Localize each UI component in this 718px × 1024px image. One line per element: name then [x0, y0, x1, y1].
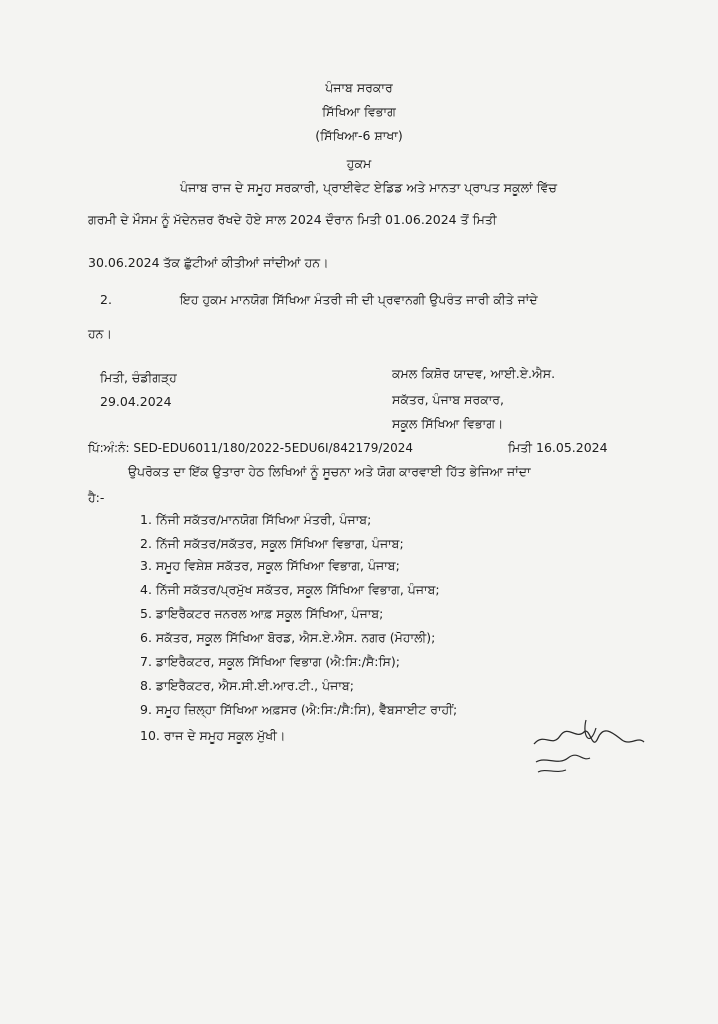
signatory-designation: ਸਕੱਤਰ, ਪੰਜਾਬ ਸਰਕਾਰ, — [392, 392, 505, 407]
list-item: 1. ਨਿੱਜੀ ਸਕੱਤਰ/ਮਾਨਯੋਗ ਸਿੱਖਿਆ ਮੰਤਰੀ, ਪੰਜਾਬ; — [140, 512, 372, 527]
list-item: 8. ਡਾਇਰੈਕਟਰ, ਐਸ.ਸੀ.ਈ.ਆਰ.ਟੀ., ਪੰਜਾਬ; — [140, 678, 354, 693]
para2-line1: ਇਹ ਹੁਕਮ ਮਾਨਯੋਗ ਸਿੱਖਿਆ ਮੰਤਰੀ ਜੀ ਦੀ ਪ੍ਰਵਾਨਗੀ ਉਪਰੰਤ ਜਾਰੀ ਕੀਤੇ ਜਾਂਦੇ — [180, 292, 538, 307]
list-item: 5. ਡਾਇਰੈਕਟਰ ਜਨਰਲ ਆਫ਼ ਸਕੂਲ ਸਿੱਖਿਆ, ਪੰਜਾਬ; — [140, 606, 384, 621]
endorsement-line2: ਹੈ:- — [88, 490, 105, 505]
list-item: 4. ਨਿੱਜੀ ਸਕੱਤਰ/ਪ੍ਰਮੁੱਖ ਸਕੱਤਰ, ਸਕੂਲ ਸਿੱਖਿਆ ਵਿਭਾਗ, ਪੰਜਾਬ; — [140, 582, 440, 597]
list-item: 2. ਨਿੱਜੀ ਸਕੱਤਰ/ਸਕੱਤਰ, ਸਕੂਲ ਸਿੱਖਿਆ ਵਿਭਾਗ, ਪੰਜਾਬ; — [140, 536, 404, 551]
endorsement-date: ਮਿਤੀ 16.05.2024 — [508, 440, 608, 455]
para2-number: 2. — [100, 292, 112, 307]
header-govt: ਪੰਜਾਬ ਸਰਕਾਰ — [325, 80, 393, 95]
signature-scribble-icon — [530, 718, 650, 778]
header-branch: (ਸਿੱਖਿਆ-6 ਸ਼ਾਖਾ) — [315, 128, 403, 143]
signatory-name: ਕਮਲ ਕਿਸ਼ੋਰ ਯਾਦਵ, ਆਈ.ਏ.ਐਸ. — [392, 366, 556, 381]
endorsement-line1: ਉਪਰੋਕਤ ਦਾ ਇੱਕ ਉਤਾਰਾ ਹੇਠ ਲਿਖਿਆਂ ਨੂੰ ਸੂਚਨਾ ਅਤੇ ਯੋਗ ਕਾਰਵਾਈ ਹਿੱਤ ਭੇਜਿਆ ਜਾਂਦਾ — [128, 464, 531, 479]
order-title: ਹੁਕਮ — [346, 156, 372, 171]
issue-date: 29.04.2024 — [100, 394, 172, 409]
list-item: 10. ਰਾਜ ਦੇ ਸਮੂਹ ਸਕੂਲ ਮੁੱਖੀ। — [140, 728, 286, 743]
para1-line1: ਪੰਜਾਬ ਰਾਜ ਦੇ ਸਮੂਹ ਸਰਕਾਰੀ, ਪ੍ਰਾਈਵੇਟ ਏਡਿਡ ਅਤੇ ਮਾਨਤਾ ਪ੍ਰਾਪਤ ਸਕੂਲਾਂ ਵਿੱਚ — [180, 180, 557, 195]
list-item: 7. ਡਾਇਰੈਕਟਰ, ਸਕੂਲ ਸਿੱਖਿਆ ਵਿਭਾਗ (ਐ:ਸਿ:/ਸੈ:ਸਿ); — [140, 654, 400, 669]
list-item: 9. ਸਮੂਹ ਜ਼ਿਲ੍ਹਾ ਸਿੱਖਿਆ ਅਫ਼ਸਰ (ਐ:ਸਿ:/ਸੈ:ਸਿ), ਵੈੱਬਸਾਈਟ ਰਾਹੀਂ; — [140, 702, 458, 717]
list-item: 3. ਸਮੂਹ ਵਿਸ਼ੇਸ਼ ਸਕੱਤਰ, ਸਕੂਲ ਸਿੱਖਿਆ ਵਿਭਾਗ, ਪੰਜਾਬ; — [140, 558, 400, 573]
signatory-department: ਸਕੂਲ ਸਿੱਖਿਆ ਵਿਭਾਗ। — [392, 416, 504, 431]
handwritten-signature — [530, 718, 650, 778]
header-dept: ਸਿੱਖਿਆ ਵਿਭਾਗ — [322, 104, 396, 119]
para1-line2: ਗਰਮੀ ਦੇ ਮੌਸਮ ਨੂੰ ਮੱਦੇਨਜ਼ਰ ਰੱਖਦੇ ਹੋਏ ਸਾਲ 2024 ਦੌਰਾਨ ਮਿਤੀ 01.06.2024 ਤੋਂ ਮਿਤੀ — [88, 212, 497, 227]
issue-place: ਮਿਤੀ, ਚੰਡੀਗੜ੍ਹ — [100, 370, 177, 385]
para2-line2: ਹਨ। — [88, 326, 112, 341]
list-item: 6. ਸਕੱਤਰ, ਸਕੂਲ ਸਿੱਖਿਆ ਬੋਰਡ, ਐਸ.ਏ.ਐਸ. ਨਗਰ (ਮੋਹਾਲੀ); — [140, 630, 436, 645]
endorsement-ref: ਪਿੱ:ਅੰ:ਨੰ: SED-EDU6011/180/2022-5EDU6I/842179/2024 — [88, 441, 413, 455]
para1-line3: 30.06.2024 ਤੱਕ ਛੁੱਟੀਆਂ ਕੀਤੀਆਂ ਜਾਂਦੀਆਂ ਹਨ। — [88, 255, 329, 270]
